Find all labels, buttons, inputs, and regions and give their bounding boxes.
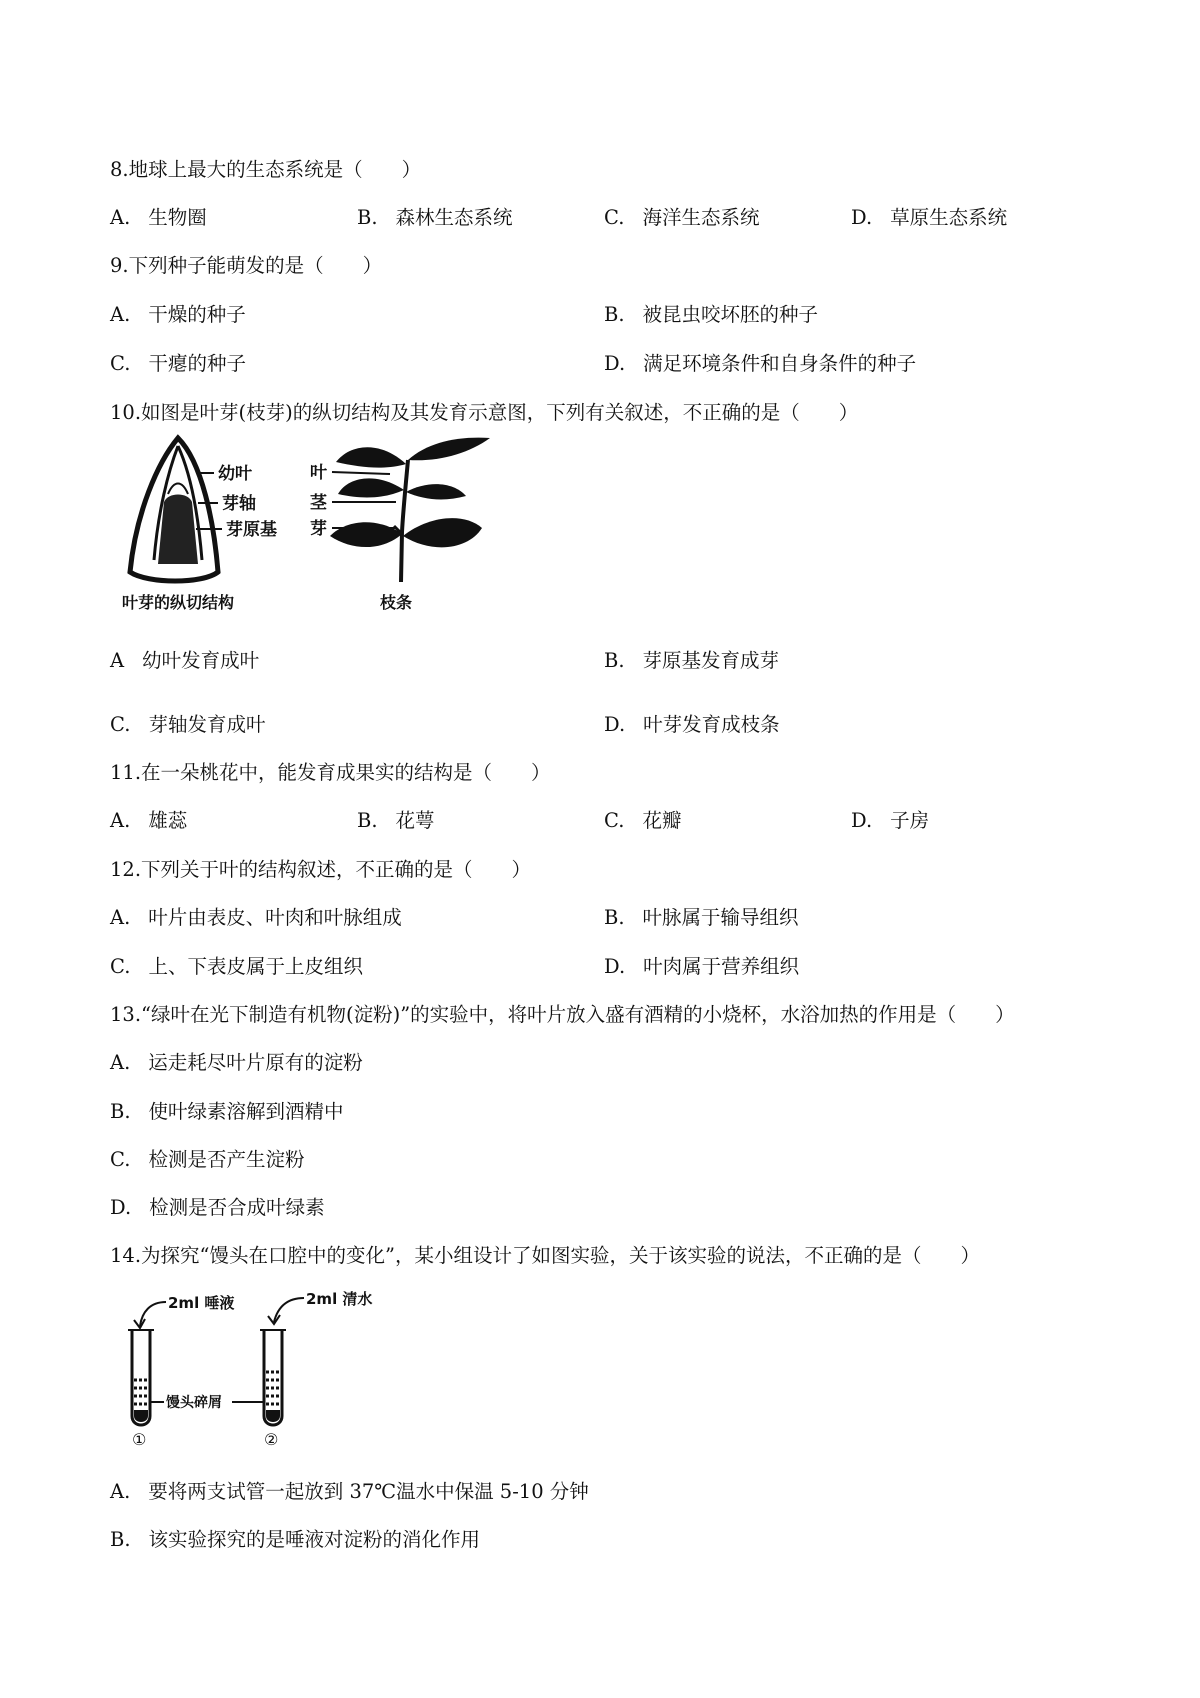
option-text: 芽轴发育成叶: [148, 713, 266, 736]
option-letter: C.: [110, 955, 131, 978]
option-text: 花萼: [395, 809, 435, 832]
tube-2-number: ②: [264, 1430, 279, 1449]
q14-option-b[interactable]: [110, 1524, 480, 1552]
label-stem: 茎: [310, 493, 327, 513]
label-saliva: 2ml 唾液: [168, 1294, 235, 1312]
option-text: 该实验探究的是唾液对淀粉的消化作用: [148, 1528, 481, 1551]
q8-option-a[interactable]: [110, 202, 207, 230]
label-leaf: 叶: [310, 463, 327, 483]
q8-option-b[interactable]: [357, 202, 513, 230]
option-letter: A.: [110, 1051, 131, 1074]
q11-option-d[interactable]: [851, 805, 929, 833]
option-text: 海洋生态系统: [642, 206, 760, 229]
option-letter: A.: [110, 906, 131, 929]
label-young-leaf: 幼叶: [218, 464, 252, 484]
q13-option-c[interactable]: [110, 1144, 304, 1172]
q10-option-c[interactable]: [110, 709, 265, 737]
q14-option-a[interactable]: [110, 1476, 589, 1504]
test-tube-2: [260, 1330, 286, 1425]
option-text: 子房: [890, 809, 930, 832]
label-bud: 芽: [310, 519, 327, 539]
option-letter: A.: [110, 1480, 131, 1503]
option-text: 检测是否产生淀粉: [148, 1148, 305, 1171]
option-text: 森林生态系统: [395, 206, 513, 229]
tube-1-number: ①: [132, 1430, 147, 1449]
q9-option-b[interactable]: [604, 299, 818, 327]
label-bud-axis: 芽轴: [222, 494, 256, 514]
q9-option-c[interactable]: [110, 348, 246, 376]
q11-option-c[interactable]: [604, 805, 681, 833]
option-letter: B.: [357, 809, 378, 832]
option-letter: D.: [851, 809, 873, 832]
option-letter: C.: [604, 809, 625, 832]
label-bread-crumbs: 馒头碎屑: [166, 1395, 222, 1411]
caption-branch: 枝条: [380, 593, 413, 612]
q13-option-b[interactable]: [110, 1096, 344, 1124]
option-letter: C.: [604, 206, 625, 229]
option-letter: D.: [604, 352, 626, 375]
q8-option-c[interactable]: [604, 202, 759, 230]
question-11-stem: 11.在一朵桃花中，能发育成果实的结构是（ ）: [110, 761, 551, 784]
option-text: 要将两支试管一起放到 37℃温水中保温 5-10 分钟: [148, 1480, 589, 1503]
option-letter: B.: [110, 1528, 131, 1551]
option-text: 上、下表皮属于上皮组织: [148, 955, 363, 978]
q12-option-a[interactable]: [110, 902, 402, 930]
q11-option-b[interactable]: [357, 805, 435, 833]
option-letter: D.: [851, 206, 873, 229]
question-12-stem: 12.下列关于叶的结构叙述，不正确的是（ ）: [110, 858, 532, 881]
caption-leaf-bud-section: 叶芽的纵切结构: [122, 593, 235, 612]
option-letter: D.: [110, 1196, 132, 1219]
option-letter: A.: [110, 809, 131, 832]
option-letter: C.: [110, 352, 131, 375]
option-text: 雄蕊: [148, 809, 188, 832]
option-letter: C.: [110, 1148, 131, 1171]
option-letter: B.: [604, 649, 625, 672]
test-tube-1: [128, 1330, 154, 1425]
q12-option-d[interactable]: [604, 951, 799, 979]
option-text: 幼叶发育成叶: [142, 649, 260, 672]
option-letter: B.: [110, 1100, 131, 1123]
option-text: 干瘪的种子: [148, 352, 246, 375]
q10-option-a[interactable]: [110, 645, 259, 673]
option-text: 检测是否合成叶绿素: [149, 1196, 325, 1219]
q12-option-c[interactable]: [110, 951, 363, 979]
question-8-stem: 8.地球上最大的生态系统是（ ）: [110, 158, 422, 181]
q9-option-d[interactable]: [604, 348, 916, 376]
option-letter: D.: [604, 955, 626, 978]
q10-option-b[interactable]: [604, 645, 779, 673]
q9-option-a[interactable]: [110, 299, 246, 327]
option-text: 干燥的种子: [148, 303, 246, 326]
option-text: 运走耗尽叶片原有的淀粉: [148, 1051, 363, 1074]
q10-option-d[interactable]: [604, 709, 780, 737]
label-water: 2ml 清水: [306, 1290, 373, 1308]
leaf-bud-figure: [118, 432, 518, 622]
option-letter: A.: [110, 303, 131, 326]
option-text: 满足环境条件和自身条件的种子: [643, 352, 917, 375]
branch-drawing: [330, 438, 490, 582]
option-text: 叶芽发育成枝条: [643, 713, 780, 736]
q13-option-d[interactable]: [110, 1192, 325, 1220]
option-text: 被昆虫咬坏胚的种子: [642, 303, 819, 326]
option-letter: B.: [357, 206, 378, 229]
option-text: 花瓣: [642, 809, 682, 832]
option-text: 叶肉属于营养组织: [643, 955, 800, 978]
question-9-stem: 9.下列种子能萌发的是（ ）: [110, 254, 383, 277]
option-letter: C.: [110, 713, 131, 736]
question-10-stem: 10.如图是叶芽(枝芽)的纵切结构及其发育示意图，下列有关叙述，不正确的是（ ）: [110, 401, 859, 424]
q11-option-a[interactable]: [110, 805, 187, 833]
option-letter: B.: [604, 303, 625, 326]
option-text: 叶片由表皮、叶肉和叶脉组成: [148, 906, 402, 929]
option-text: 生物圈: [148, 206, 207, 229]
option-text: 芽原基发育成芽: [642, 649, 780, 672]
option-text: 叶脉属于输导组织: [642, 906, 799, 929]
q8-option-d[interactable]: [851, 202, 1007, 230]
option-text: 草原生态系统: [890, 206, 1008, 229]
question-13-stem: 13.“绿叶在光下制造有机物(淀粉)”的实验中，将叶片放入盛有酒精的小烧杯，水浴加热的作用是（ ）: [110, 1003, 1015, 1026]
label-bud-primordium: 芽原基: [226, 520, 277, 540]
question-14-stem: 14.为探究“馒头在口腔中的变化”，某小组设计了如图实验，关于该实验的说法，不正确的是（ ）: [110, 1244, 980, 1267]
q13-option-a[interactable]: [110, 1047, 363, 1075]
option-letter: A.: [110, 206, 131, 229]
leaf-bud-section-drawing: [130, 438, 218, 581]
option-letter: B.: [604, 906, 625, 929]
test-tube-figure: [120, 1290, 390, 1450]
option-letter: D.: [604, 713, 626, 736]
q12-option-b[interactable]: [604, 902, 799, 930]
option-letter: A: [110, 649, 125, 672]
option-text: 使叶绿素溶解到酒精中: [148, 1100, 344, 1123]
